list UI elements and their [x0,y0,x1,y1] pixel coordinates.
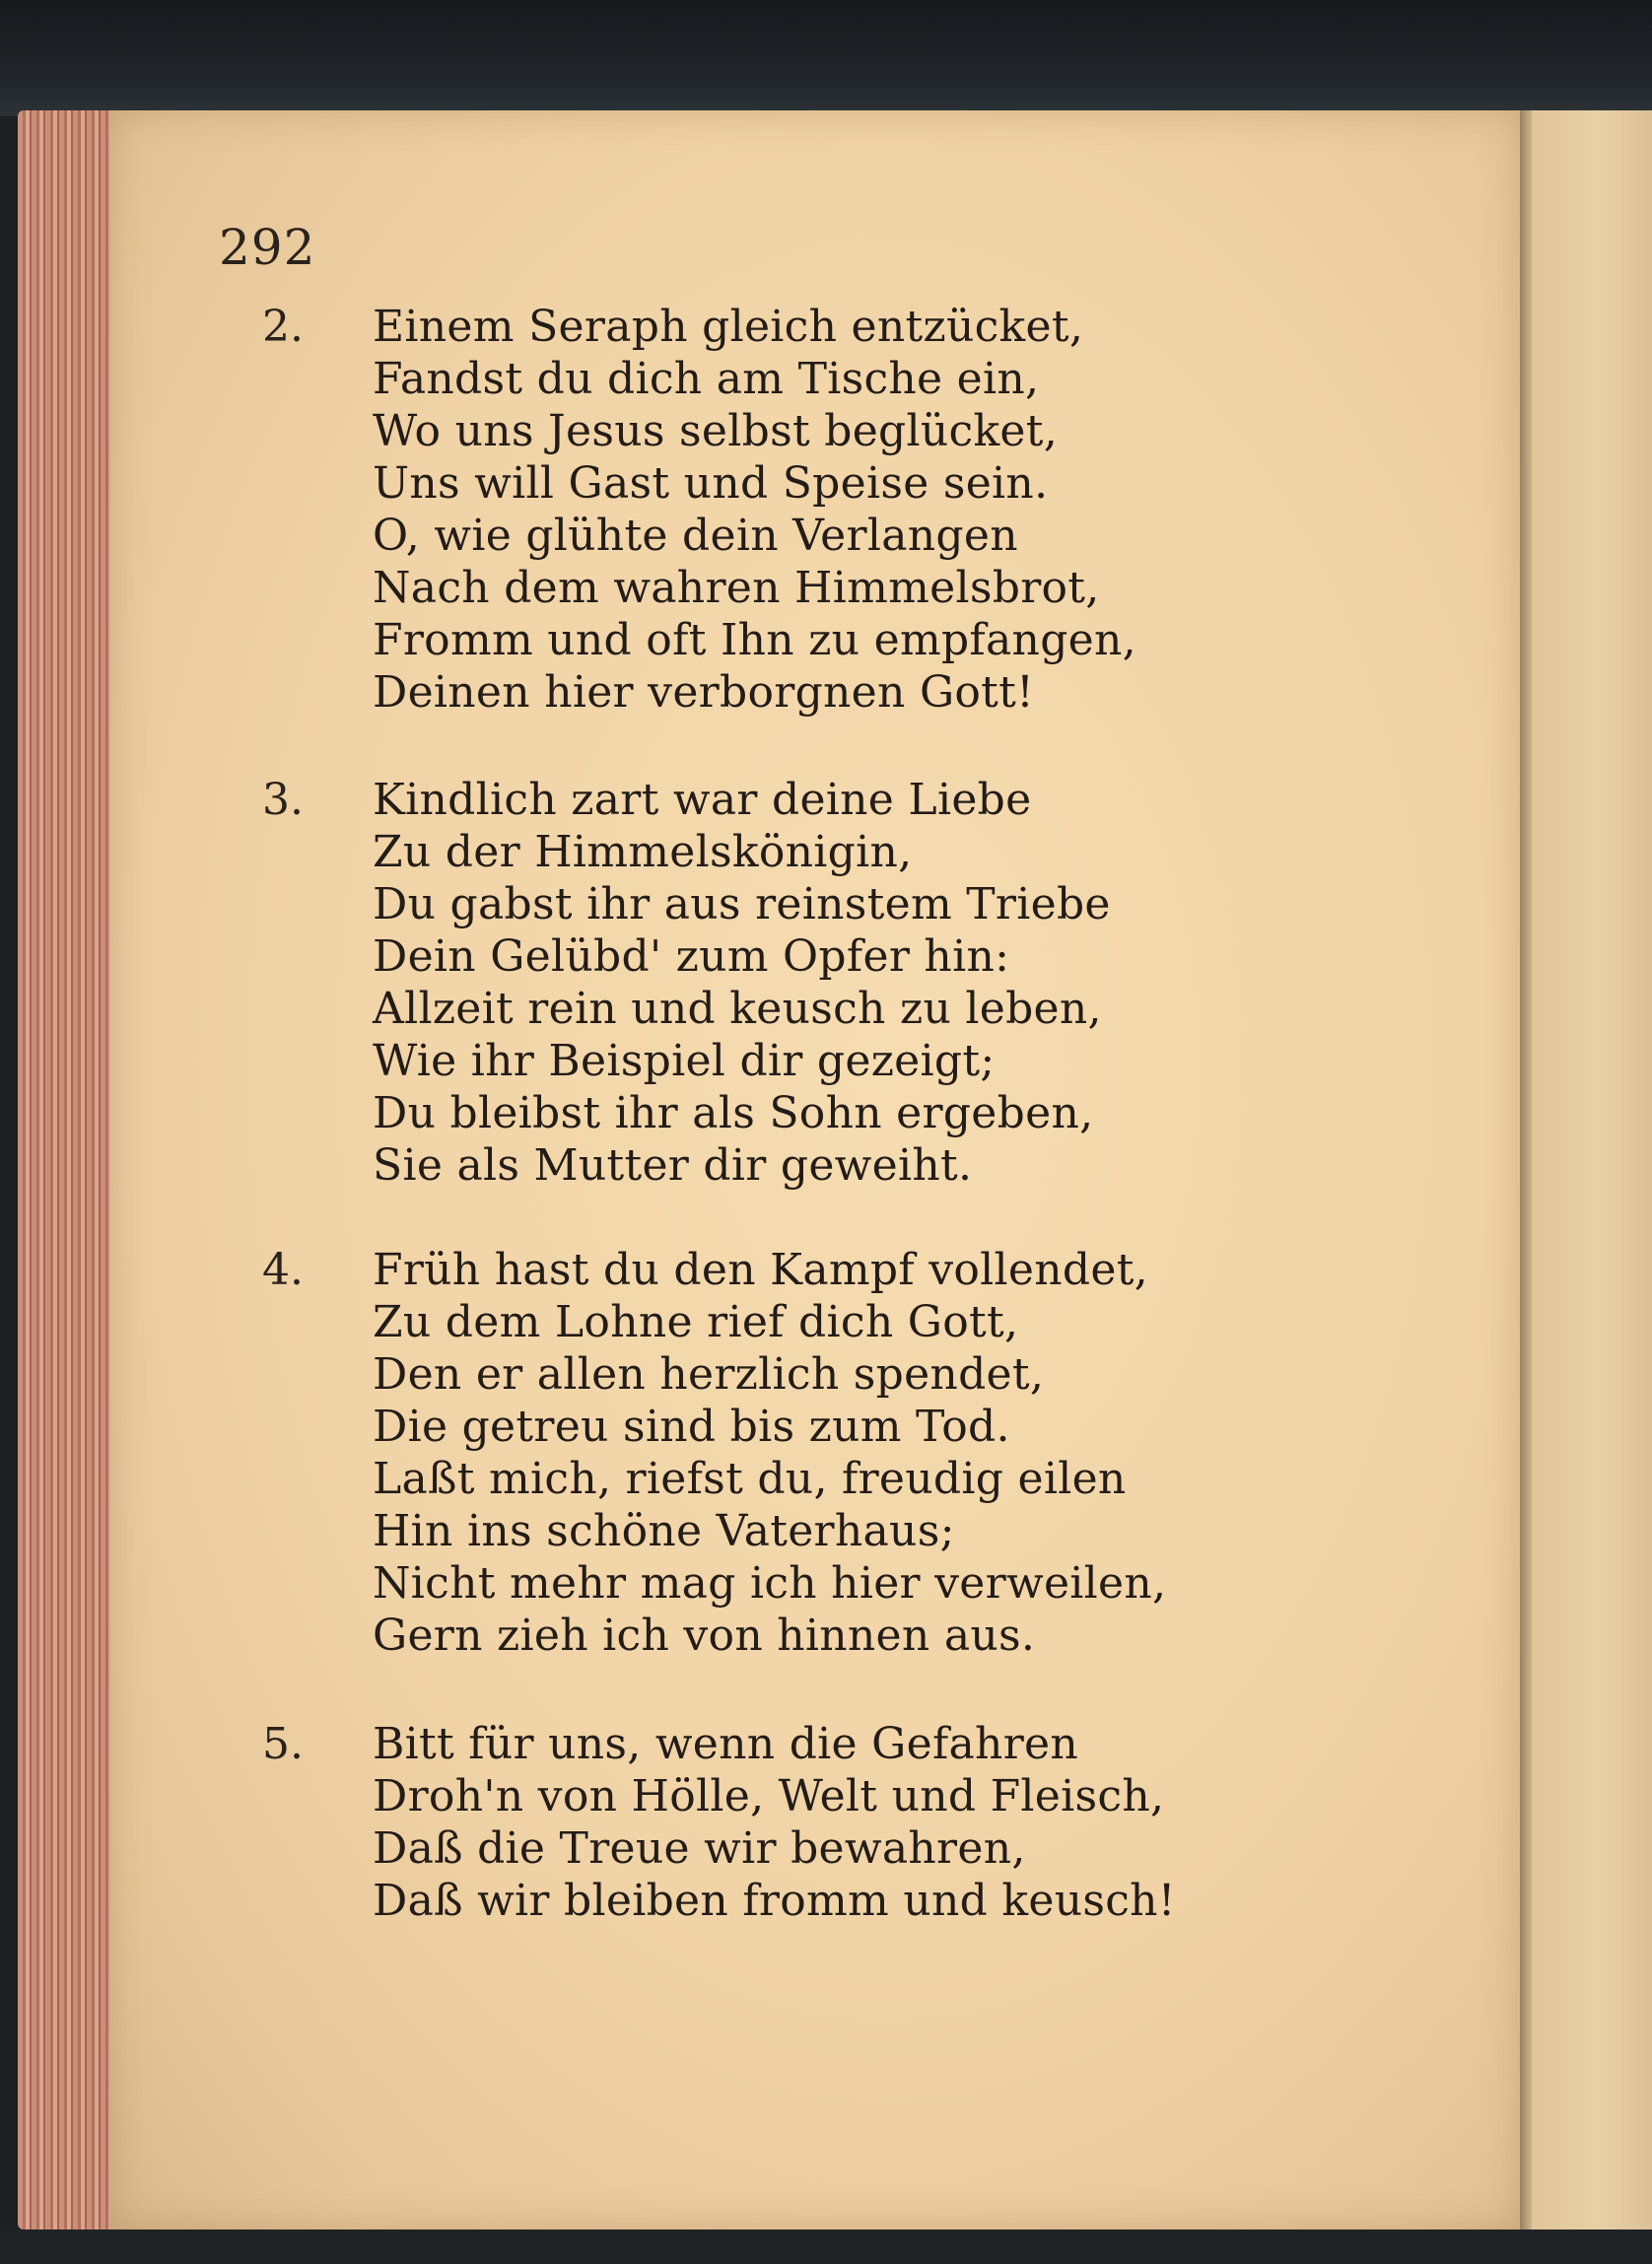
stanza-number: 4. [262,1245,304,1295]
verse-line: Kindlich zart war deine Liebe [373,775,1032,825]
verse-line: Einem Seraph gleich entzücket, [373,302,1084,352]
verse-line: Deinen hier verborgnen Gott! [373,667,1035,718]
verse-line: Bitt für uns, wenn die Gefahren [373,1719,1079,1769]
verse-line: Uns will Gast und Speise sein. [373,458,1049,509]
page-edge-stack [18,110,116,2230]
verse-line: Wo uns Jesus selbst beglücket, [373,406,1059,456]
verse-line: Du gabst ihr aus reinstem Triebe [373,879,1111,929]
page-number: 292 [219,219,316,276]
verse-line: Dein Gelübd' zum Opfer hin: [373,931,1010,982]
book-cover-top-edge [0,0,1652,116]
stanza-number: 5. [262,1719,304,1769]
verse-line: Fromm und oft Ihn zu empfangen, [373,615,1136,665]
verse-line: Laßt mich, riefst du, freudig eilen [373,1454,1127,1504]
verse-line: Nicht mehr mag ich hier verweilen, [373,1558,1167,1609]
stanza-4 [262,1244,1319,1662]
verse-line: Daß wir bleiben fromm und keusch! [373,1876,1176,1926]
verse-line: Gern zieh ich von hinnen aus. [373,1611,1036,1661]
verse-line: Nach dem wahren Himmelsbrot, [373,563,1100,613]
page-gutter-shadow [1518,110,1532,2230]
verse-line: O, wie glühte dein Verlangen [373,511,1018,561]
verse-line: Zu dem Lohne rief dich Gott, [373,1297,1019,1347]
book-cover-bottom-edge [0,2230,1652,2264]
stanza-5 [262,1718,1319,1927]
verse-line: Hin ins schöne Vaterhaus; [373,1506,955,1556]
verse-line: Wie ihr Beispiel dir gezeigt; [373,1036,996,1086]
verse-line: Zu der Himmelskönigin, [373,827,913,877]
verse-line: Die getreu sind bis zum Tod. [373,1402,1010,1452]
stanza-2 [262,301,1319,719]
verse-line: Daß die Treue wir bewahren, [373,1823,1026,1874]
stanza-number: 3. [262,775,304,825]
verse-line: Fandst du dich am Tische ein, [373,354,1040,404]
verse-line: Den er allen herzlich spendet, [373,1349,1045,1400]
next-page-edge [1518,110,1652,2230]
verse-line: Du bleibst ihr als Sohn ergeben, [373,1088,1094,1138]
stanza-number: 2. [262,302,304,352]
verse-line: Früh hast du den Kampf vollendet, [373,1245,1148,1295]
verse-line: Sie als Mutter dir geweiht. [373,1140,973,1191]
stanza-3 [262,774,1319,1192]
verse-line: Droh'n von Hölle, Welt und Fleisch, [373,1771,1165,1821]
verse-line: Allzeit rein und keusch zu leben, [373,984,1102,1034]
